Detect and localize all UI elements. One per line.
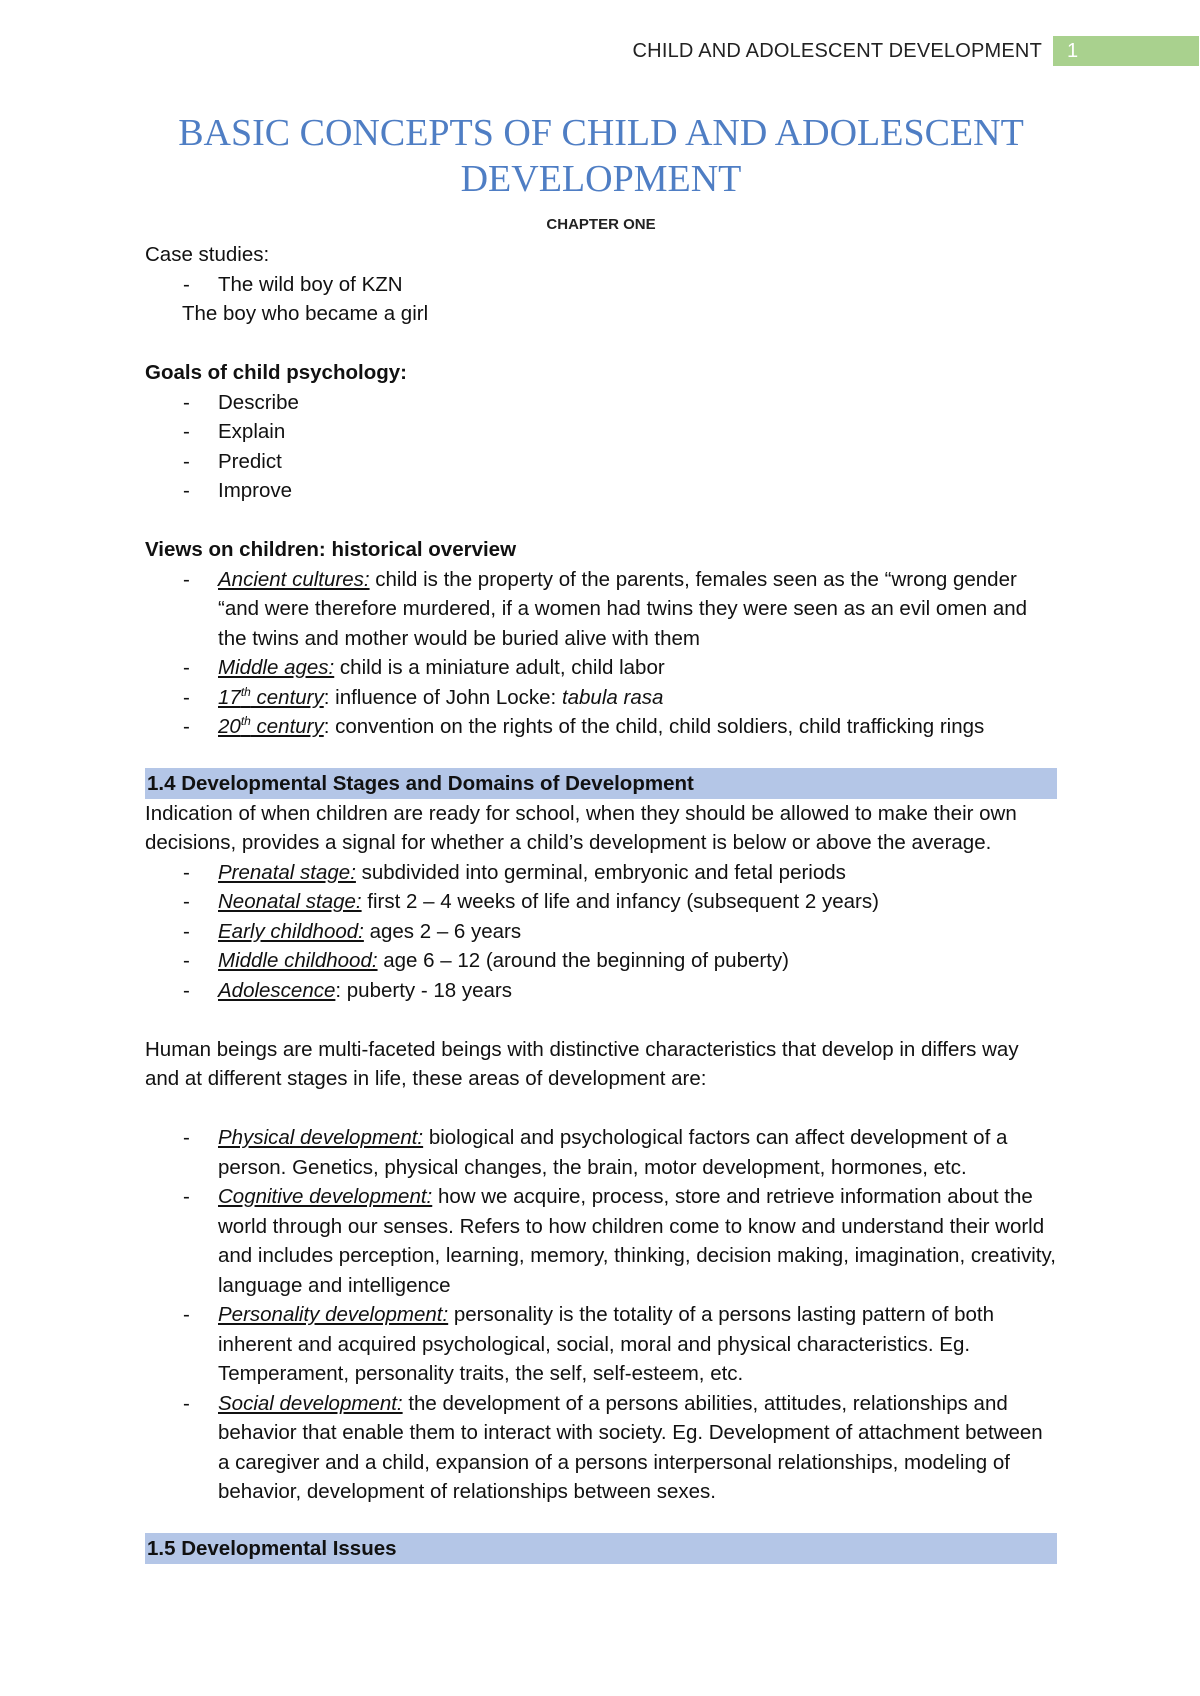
term-word: century <box>250 715 324 738</box>
list-item <box>145 1300 1057 1389</box>
list-item <box>145 1182 1057 1300</box>
term-superscript: th <box>240 684 251 699</box>
definition: how we acquire, process, store and retrieve information about the world through our senses. Refers to how children come to know and understand their world and includes perception, learning, memory, thinking, decision making, imagination, creativity, language and intelligence <box>218 1185 1056 1297</box>
case-study-item: The boy who became a girl <box>182 302 429 325</box>
list-item <box>145 712 1057 742</box>
list-item: - Improve <box>145 476 1057 506</box>
definition: subdivided into germinal, embryonic and fetal periods <box>355 860 846 884</box>
definition: : convention on the rights of the child, child soldiers, child trafficking rings <box>323 715 985 738</box>
views-list <box>145 565 1057 742</box>
term <box>218 686 324 709</box>
term-number: 17 <box>218 685 241 709</box>
domains-intro: Human beings are multi-faceted beings with distinctive characteristics that develop in differs way and at different stages in life, these areas of development are: <box>145 1037 1019 1090</box>
goals-list <box>145 388 1057 506</box>
section-heading-1-4: 1.4 Developmental Stages and Domains of Development <box>145 768 1057 799</box>
term: Social development: <box>218 1391 403 1415</box>
term: Cognitive development: <box>218 1185 433 1208</box>
term: Adolescence <box>218 978 336 1002</box>
stages-list <box>145 858 1057 1006</box>
list-item <box>145 858 1057 888</box>
document-body <box>145 240 1057 1564</box>
definition: personality is the totality of a persons lasting pattern of both inherent and acquired psychological, social, moral and physical characteristics. Eg. Temperament, personality traits, the self, self-esteem, etc. <box>218 1303 995 1385</box>
section-heading-1-5: 1.5 Developmental Issues <box>145 1533 1057 1564</box>
section-intro: Indication of when children are ready for school, when they should be allowed to make their own decisions, provides a signal for whether a child’s development is below or above the average. <box>145 801 1017 854</box>
definition: child is a miniature adult, child labor <box>334 656 665 679</box>
document-title: BASIC CONCEPTS OF CHILD AND ADOLESCENT DEVELOPMENT <box>178 112 1024 200</box>
list-item <box>145 1389 1057 1507</box>
definition: the development of a persons abilities, attitudes, relationships and behavior that enable them to interact with society. Eg. Development of attachment between a caregiver and a child, expansion of a persons interpersonal relationships, modeling of behavior, development of relationships between sexes. <box>218 1391 1043 1503</box>
list-item <box>145 976 1057 1006</box>
views-heading: Views on children: historical overview <box>145 538 517 561</box>
definition: child is the property of the parents, females seen as the “wrong gender “and were therefore murdered, if a women had twins they were seen as an evil omen and the twins and mother would be buried alive with them <box>218 567 1028 650</box>
list-item: - Explain <box>145 417 1057 447</box>
definition: first 2 – 4 weeks of life and infancy (subsequent 2 years) <box>361 890 879 913</box>
list-item <box>145 887 1057 917</box>
term: Middle childhood: <box>218 949 378 972</box>
term: Physical development: <box>218 1126 424 1149</box>
list-item <box>145 653 1057 683</box>
goals-heading: Goals of child psychology: <box>145 361 407 384</box>
term: Neonatal stage: <box>218 890 362 913</box>
list-item: - Predict <box>145 447 1057 477</box>
case-studies-list <box>145 270 1057 300</box>
definition: biological and psychological factors can affect development of a person. Genetics, physical changes, the brain, motor development, hormones, etc. <box>218 1126 1008 1179</box>
term-word: century <box>250 685 324 709</box>
list-item <box>145 683 1057 713</box>
list-item <box>145 946 1057 976</box>
term <box>218 715 324 738</box>
definition: : puberty - 18 years <box>335 978 513 1002</box>
term-number: 20 <box>218 715 241 738</box>
definition: ages 2 – 6 years <box>363 919 522 943</box>
chapter-label: CHAPTER ONE <box>546 216 656 233</box>
definition: age 6 – 12 (around the beginning of puberty) <box>377 949 789 972</box>
term: Ancient cultures: <box>218 567 370 591</box>
definition: : influence of John Locke: <box>323 685 562 709</box>
term: Personality development: <box>218 1303 449 1326</box>
term: Prenatal stage: <box>218 860 356 884</box>
page-header <box>0 36 1200 68</box>
list-item: - The wild boy of KZN <box>145 270 1057 300</box>
latin-phrase: tabula rasa <box>561 685 664 709</box>
list-item <box>145 565 1057 654</box>
list-item <box>145 917 1057 947</box>
page-number: 1 <box>1053 36 1199 66</box>
term: Middle ages: <box>218 656 335 679</box>
header-title: CHILD AND ADOLESCENT DEVELOPMENT <box>632 40 1042 62</box>
case-studies-label: Case studies: <box>145 243 270 266</box>
list-item: - Describe <box>145 388 1057 418</box>
list-item <box>145 1123 1057 1182</box>
term: Early childhood: <box>218 919 364 943</box>
term-superscript: th <box>240 714 251 729</box>
domains-list <box>145 1123 1057 1507</box>
